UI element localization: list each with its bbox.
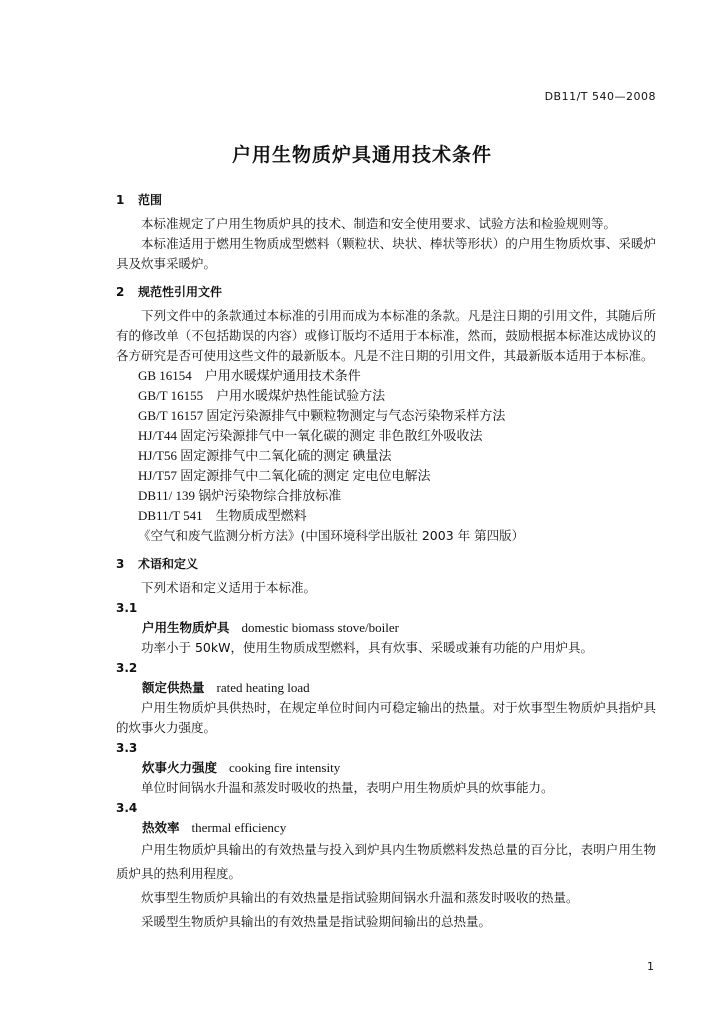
term-entry	[116, 618, 656, 638]
section-title: 范围	[138, 193, 163, 207]
reference-item: GB 16154 户用水暖煤炉通用技术条件	[138, 368, 361, 383]
document-title: 户用生物质炉具通用技术条件	[231, 144, 492, 166]
term-definition-note: 炊事型生物质炉具输出的有效热量是指试验期间锅水升温和蒸发时吸收的热量。	[141, 890, 579, 905]
term-chinese: 炊事火力强度	[142, 760, 218, 775]
reference-item: DB11/ 139 锅炉污染物综合排放标准	[138, 488, 342, 503]
scope-paragraph-2: 本标准适用于燃用生物质成型燃料（颗粒状、块状、棒状等形状）的户用生物质炊事、采暖炉具及炊事采暖炉。	[116, 236, 656, 271]
reference-item: 《空气和废气监测分析方法》(中国环境科学出版社 2003 年 第四版）	[138, 528, 525, 543]
terms-intro: 下列术语和定义适用于本标准。	[141, 580, 317, 595]
term-chinese: 额定供热量	[142, 680, 205, 695]
section-2-heading	[116, 282, 656, 302]
page-number: 1	[647, 960, 654, 973]
section-1-heading	[116, 190, 656, 210]
term-number: 3.1	[116, 601, 138, 615]
section-number: 1	[116, 193, 125, 207]
term-definition: 单位时间锅水升温和蒸发时吸收的热量，表明户用生物质炉具的炊事能力。	[141, 780, 554, 795]
section-title: 术语和定义	[138, 557, 199, 571]
term-definition: 功率小于 50kW，使用生物质成型燃料，具有炊事、采暖或兼有功能的户用炉具。	[141, 640, 593, 655]
references-intro: 下列文件中的条款通过本标准的引用而成为本标准的条款。凡是注日期的引用文件，其随后所有的修改单（不包括勘误的内容）或修订版均不适用于本标准，然而，鼓励根据本标准达成协议的各方研究是否可使用这些文件的最新版本。凡是不注日期的引用文件，其最新版本适用于本标准。	[116, 308, 656, 363]
term-definition: 户用生物质炉具供热时，在规定单位时间内可稳定输出的热量。对于炊事型生物质炉具指炉具的炊事火力强度。	[116, 700, 656, 735]
reference-item: GB/T 16155 户用水暖煤炉热性能试验方法	[138, 388, 386, 403]
term-english: domestic biomass stove/boiler	[241, 620, 399, 635]
section-number: 3	[116, 557, 125, 571]
reference-item: HJ/T44 固定污染源排气中一氧化碳的测定 非色散红外吸收法	[138, 428, 483, 443]
term-number: 3.4	[116, 801, 138, 815]
section-title: 规范性引用文件	[138, 285, 223, 299]
document-code: DB11/T 540—2008	[544, 90, 656, 103]
reference-item: GB/T 16157 固定污染源排气中颗粒物测定与气态污染物采样方法	[138, 408, 506, 423]
reference-item: HJ/T57 固定源排气中二氧化硫的测定 定电位电解法	[138, 468, 431, 483]
section-number: 2	[116, 285, 125, 299]
term-number: 3.2	[116, 661, 138, 675]
term-chinese: 热效率	[142, 820, 180, 835]
reference-item: DB11/T 541 生物质成型燃料	[138, 508, 307, 523]
term-definition: 户用生物质炉具输出的有效热量与投入到炉具内生物质燃料发热总量的百分比，表明户用生物质炉具的热利用程度。	[116, 842, 656, 881]
term-chinese: 户用生物质炉具	[142, 620, 230, 635]
document-body	[116, 190, 656, 934]
reference-list	[116, 366, 656, 546]
term-english: rated heating load	[216, 680, 310, 695]
section-3-heading	[116, 554, 656, 574]
term-definition-note: 采暖型生物质炉具输出的有效热量是指试验期间输出的总热量。	[141, 914, 492, 929]
scope-paragraph-1: 本标准规定了户用生物质炉具的技术、制造和安全使用要求、试验方法和检验规则等。	[141, 216, 617, 231]
term-entry	[116, 678, 656, 698]
term-entry	[116, 758, 656, 778]
term-entry	[116, 818, 656, 838]
term-number: 3.3	[116, 741, 138, 755]
term-english: cooking fire intensity	[229, 760, 341, 775]
reference-item: HJ/T56 固定源排气中二氧化硫的测定 碘量法	[138, 448, 392, 463]
term-english: thermal efficiency	[191, 820, 287, 835]
